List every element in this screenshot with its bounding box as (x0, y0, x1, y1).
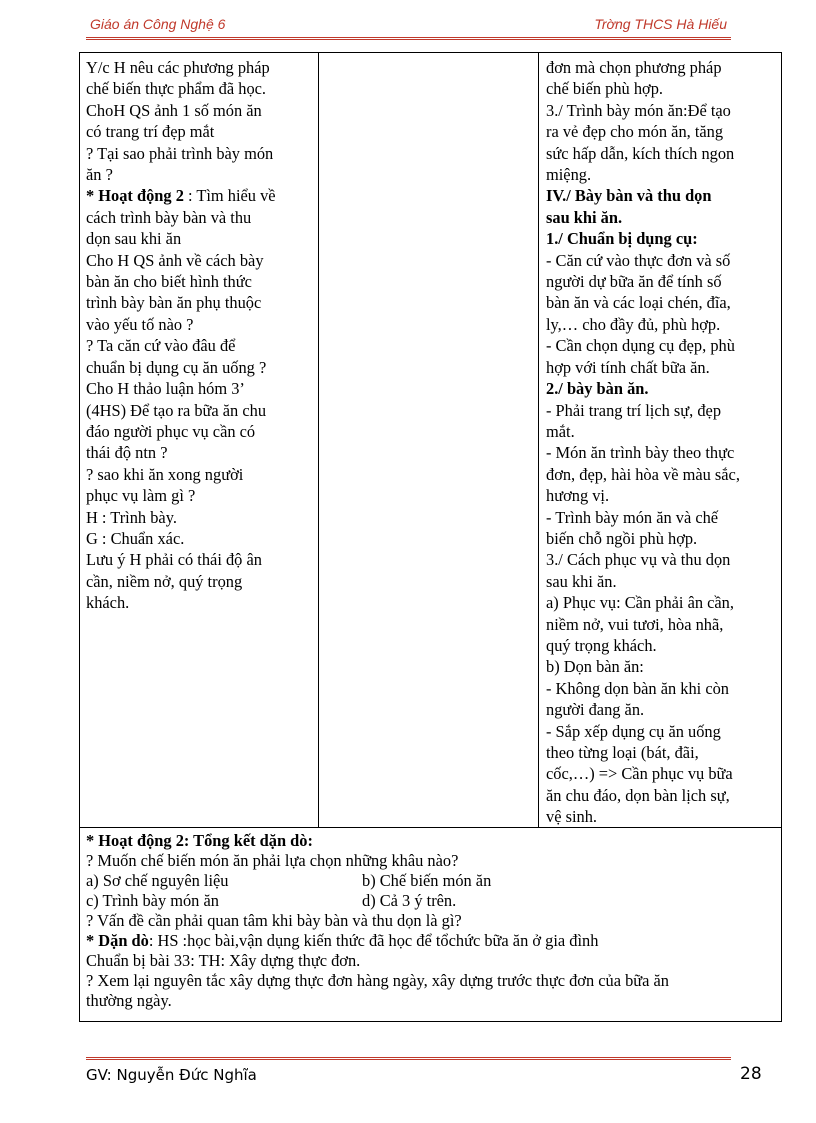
text-line: 3./ Cách phục vụ và thu dọn (546, 550, 731, 570)
option-d: d) Cả 3 ý trên. (362, 891, 457, 910)
option-a: a) Sơ chế nguyên liệu (86, 871, 229, 890)
text-line: cốc,…) => Cần phục vụ bữa (546, 764, 733, 784)
text-line: 3./ Trình bày món ăn:Để tạo (546, 100, 731, 120)
text-line: bàn ăn và các loại chén, đĩa, (546, 293, 731, 313)
page-header (86, 14, 731, 36)
options-row-1 (86, 871, 775, 891)
options-row-2 (86, 891, 775, 911)
review-line: thường ngày. (86, 991, 172, 1010)
text-line: người dự bữa ăn để tính số (546, 272, 722, 292)
header-school: Trờng THCS Hà Hiếu (594, 16, 727, 32)
text-line: Cho H thảo luận hóm 3’ (86, 379, 245, 399)
text-line: b) Dọn bàn ăn: (546, 657, 644, 677)
text-line: ? Ta căn cứ vào đâu để (86, 336, 236, 356)
question-1: ? Muốn chế biến món ăn phải lựa chọn những khâu nào? (86, 851, 459, 870)
footer-rule (86, 1057, 731, 1060)
text-line: niềm nở, vui tươi, hòa nhã, (546, 614, 724, 634)
activity-heading (86, 185, 312, 206)
homework-text: : HS :học bài,vận dụng kiến thức đã học để tổchức bữa ăn ở gia đình (148, 931, 599, 950)
text-line: người đang ăn. (546, 700, 645, 720)
question-2: ? Vấn đề cần phải quan tâm khi bày bàn và thu dọn là gì? (86, 911, 462, 930)
teacher-name: GV: Nguyễn Đức Nghĩa (86, 1066, 257, 1084)
activity-text: : Tìm hiểu về (183, 186, 276, 206)
lesson-table (79, 52, 782, 1022)
activity-label: * Hoạt động 2 (86, 186, 184, 206)
text-line: chế biến phù hợp. (546, 79, 663, 99)
header-subject: Giáo án Công Nghệ 6 (90, 16, 226, 32)
summary-section (80, 827, 781, 1021)
text-line: - Phải trang trí lịch sự, đẹp (546, 400, 722, 420)
text-line: (4HS) Để tạo ra bữa ăn chu (86, 400, 267, 420)
text-line: Lưu ý H phải có thái độ ân (86, 550, 262, 570)
text-line: H : Trình bày. (86, 507, 177, 527)
prep-line: Chuẩn bị bài 33: TH: Xây dựng thực đơn. (86, 951, 361, 970)
text-line: Y/c H nêu các phương pháp (86, 58, 270, 77)
text-line: - Sắp xếp dụng cụ ăn uống (546, 721, 721, 741)
summary-title: * Hoạt động 2: Tổng kết dặn dò: (86, 831, 313, 850)
text-line: hương vị. (546, 486, 610, 506)
text-line: quý trọng khách. (546, 635, 657, 655)
text-line: thái độ ntn ? (86, 443, 168, 463)
text-line: hợp với tính chất bữa ăn. (546, 357, 710, 377)
text-line: khách. (86, 593, 130, 613)
homework-label: * Dặn dò (86, 931, 149, 950)
text-line: cách trình bày bàn và thu (86, 207, 252, 227)
text-line: ChoH QS ảnh 1 số món ăn (86, 100, 262, 120)
content-column (539, 53, 781, 827)
text-line: - Trình bày món ăn và chế (546, 507, 719, 527)
text-line: phục vụ làm gì ? (86, 486, 196, 506)
text-line: - Cần chọn dụng cụ đẹp, phù (546, 336, 735, 356)
text-line: a) Phục vụ: Cần phải ân cần, (546, 593, 734, 613)
text-line: Cho H QS ảnh về cách bày (86, 250, 264, 270)
text-line: - Căn cứ vào thực đơn và số (546, 250, 731, 270)
section-heading: sau khi ăn. (546, 207, 623, 227)
homework-line (86, 931, 775, 951)
text-line: sau khi ăn. (546, 571, 617, 591)
text-line: chế biến thực phẩm đã học. (86, 79, 267, 99)
text-line: chuẩn bị dụng cụ ăn uống ? (86, 357, 267, 377)
text-line: bàn ăn cho biết hình thức (86, 272, 252, 292)
text-line: sức hấp dẫn, kích thích ngon (546, 143, 735, 163)
option-c: c) Trình bày món ăn (86, 891, 219, 910)
text-line: theo từng loại (bát, đãi, (546, 743, 699, 762)
text-line: ly,… cho đầy đủ, phù hợp. (546, 314, 721, 334)
page-number: 28 (740, 1064, 762, 1084)
text-line: có trang trí đẹp mắt (86, 122, 215, 142)
review-line: ? Xem lại nguyên tắc xây dựng thực đơn hàng ngày, xây dựng trước thực đơn của bữa ăn (86, 971, 669, 990)
text-line: trình bày bàn ăn phụ thuộc (86, 293, 262, 313)
text-line: dọn sau khi ăn (86, 229, 182, 249)
text-line: ra vẻ đẹp cho món ăn, tăng (546, 122, 724, 142)
text-line: miệng. (546, 165, 592, 185)
student-activity-column (319, 53, 539, 827)
text-line: vệ sinh. (546, 807, 597, 827)
text-line: đơn, đẹp, hài hòa về màu sắc, (546, 464, 740, 484)
text-line: cần, niềm nở, quý trọng (86, 571, 243, 591)
text-line: biến chỗ ngồi phù hợp. (546, 528, 698, 548)
subsection-heading: 2./ bày bàn ăn. (546, 379, 649, 399)
teacher-activity-column (80, 53, 319, 827)
text-line: - Món ăn trình bày theo thực (546, 443, 735, 463)
option-b: b) Chế biến món ăn (362, 871, 492, 890)
text-line: G : Chuẩn xác. (86, 528, 185, 548)
text-line: đáo người phục vụ cần có (86, 421, 256, 441)
text-line: - Không dọn bàn ăn khi còn (546, 678, 729, 698)
text-line: ? Tại sao phải trình bày món (86, 143, 274, 163)
header-rule (86, 37, 731, 40)
text-line: ? sao khi ăn xong người (86, 464, 244, 484)
text-line: ăn ? (86, 165, 113, 185)
subsection-heading: 1./ Chuẩn bị dụng cụ: (546, 229, 698, 249)
text-line: ăn chu đáo, dọn bàn lịch sự, (546, 785, 730, 805)
text-line: vào yếu tố nào ? (86, 314, 194, 334)
text-line: mắt. (546, 421, 575, 441)
section-heading: IV./ Bày bàn và thu dọn (546, 186, 712, 206)
text-line: đơn mà chọn phương pháp (546, 58, 722, 77)
